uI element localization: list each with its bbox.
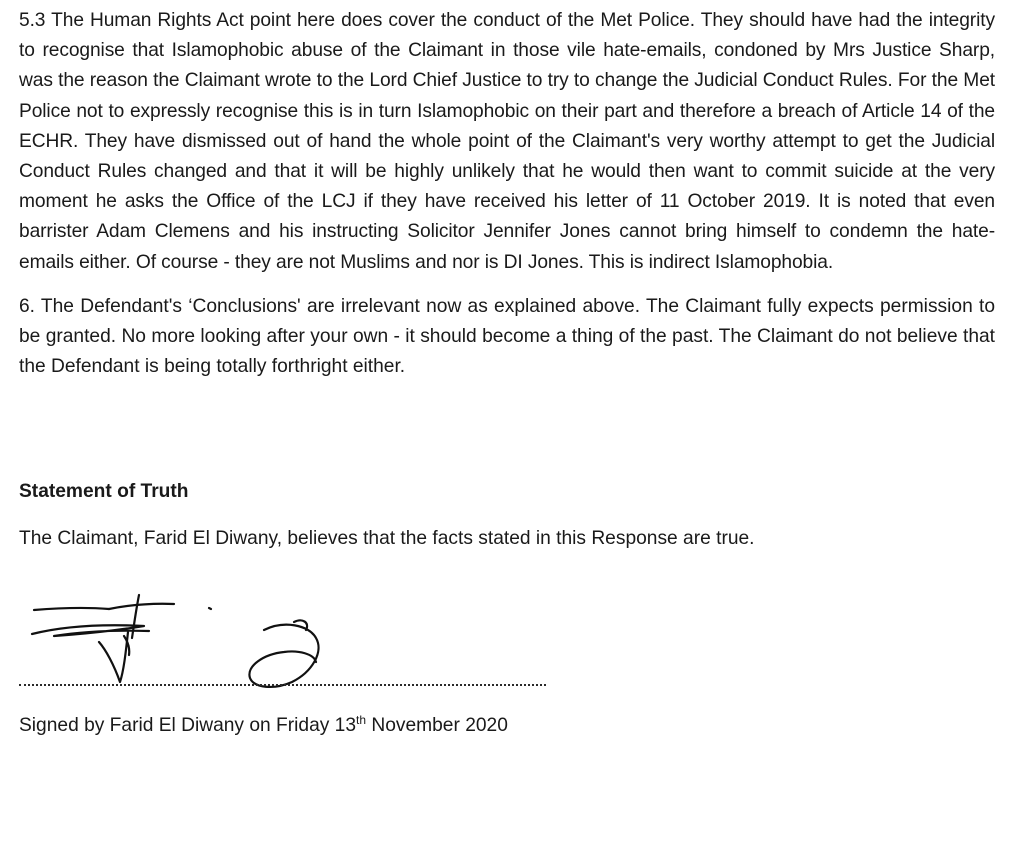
handwritten-signature — [24, 590, 334, 705]
signed-by-line — [19, 715, 508, 737]
signed-date-text: November 2020 — [366, 715, 508, 736]
statement-of-truth-heading: Statement of Truth — [19, 481, 189, 502]
day-ordinal-suffix: th — [356, 713, 367, 727]
document-body — [19, 6, 995, 382]
paragraph-5-3: 5.3 The Human Rights Act point here does cover the conduct of the Met Police. They should have had the integrity to recognise that Islamophobic abuse of the Claimant in those vile hate-emails, condoned by Mrs Justice Sharp, was the reason the Claimant wrote to the Lord Chief Justice to try to change the Judicial Conduct Rules. For the Met Police not to expressly recognise this is in turn Islamophobic on their part and therefore a breach of Article 14 of the ECHR. They have dismissed out of hand the whole point of the Claimant's very worthy attempt to get the Judicial Conduct Rules changed and that it will be highly unlikely that he would then want to commit suicide at the very moment he asks the Office of the LCJ if they have received his letter of 11 October 2019. It is noted that even barrister Adam Clemens and his instructing Solicitor Jennifer Jones cannot bring himself to condemn the hate-emails either. Of course - they are not Muslims and nor is DI Jones. This is indirect Islamophobia. — [19, 10, 995, 273]
signed-by-text: Signed by Farid El Diwany on Friday 13 — [19, 715, 357, 736]
statement-of-truth-text: The Claimant, Farid El Diwany, believes that the facts stated in this Response are true. — [19, 528, 755, 549]
signature-dotted-line — [19, 684, 546, 686]
paragraph-6: 6. The Defendant's ‘Conclusions' are irrelevant now as explained above. The Claimant fully expects permission to be granted. No more looking after your own - it should become a thing of the past. The Claimant do not believe that the Defendant is being totally forthright either. — [19, 295, 995, 378]
